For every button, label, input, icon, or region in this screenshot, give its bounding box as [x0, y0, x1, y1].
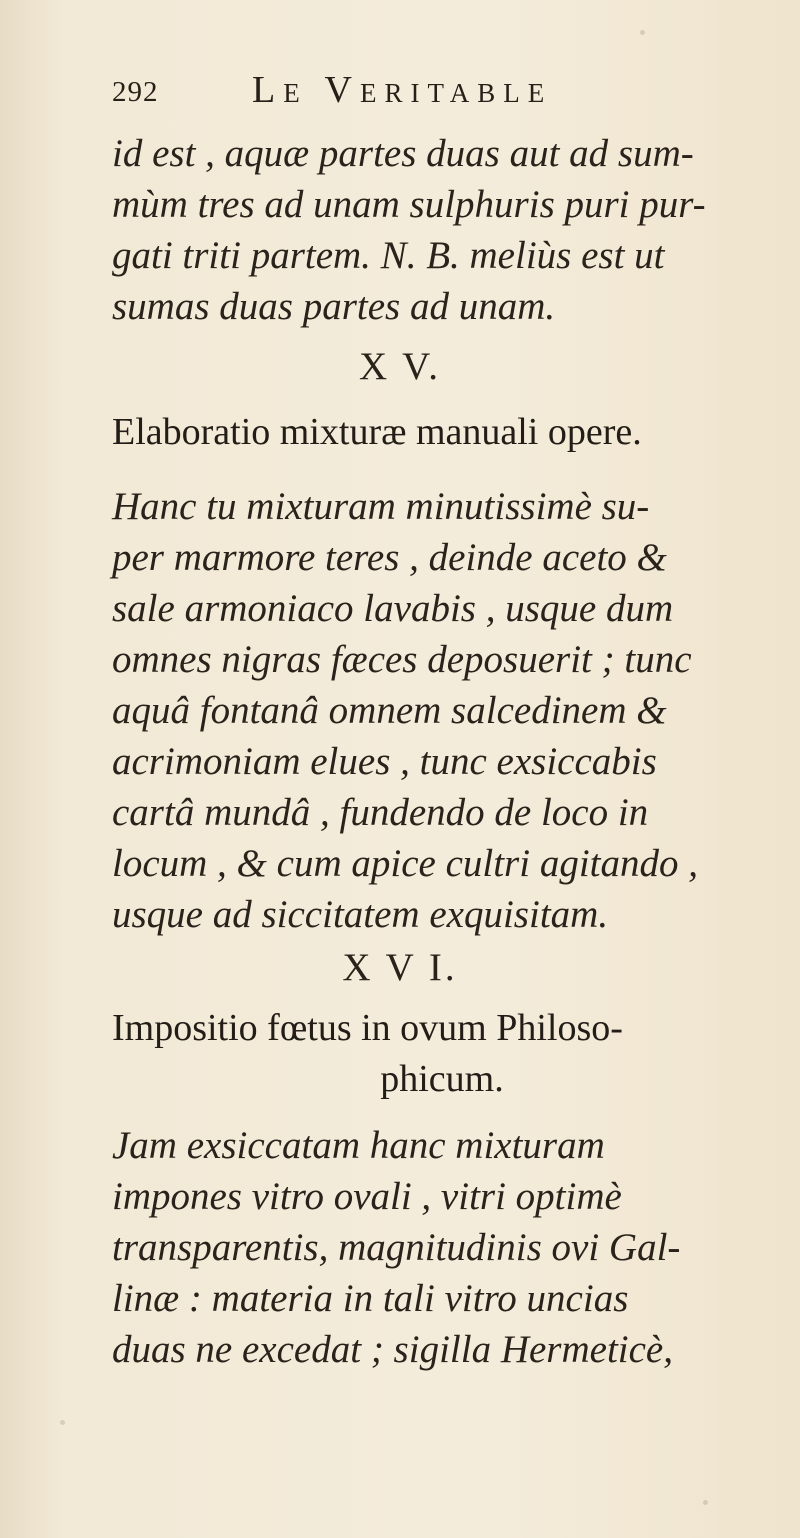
text-line: locum , & cum apice cultri agitando ,: [112, 842, 698, 885]
section-heading: [112, 407, 772, 458]
heading-line: Elaboratio mixturæ manuali opere.: [112, 411, 642, 453]
text-line: transparentis, magnitudinis ovi Gal-: [112, 1226, 681, 1269]
text-line: cartâ mundâ , fundendo de loco in: [112, 791, 649, 834]
text-line: usque ad siccitatem exquisitam.: [112, 893, 609, 936]
text-line: gati triti partem. N. B. meliùs est ut: [112, 234, 665, 277]
paragraph-continuation: [112, 128, 762, 332]
text-line: impones vitro ovali , vitri optimè: [112, 1175, 622, 1218]
page-header: [112, 68, 672, 118]
text-line: id est , aquæ partes duas aut ad sum-: [112, 132, 694, 175]
heading-line: Impositio fœtus in ovum Philoso-: [112, 1007, 623, 1049]
text-line: Hanc tu mixturam minutissimè su-: [112, 485, 650, 528]
paper-blemish: [703, 1500, 708, 1505]
section-number: X V.: [358, 345, 442, 388]
text-line: linæ : materia in tali vitro uncias: [112, 1277, 629, 1320]
running-title: Le Veritable: [252, 69, 553, 111]
section-paragraph: [112, 1120, 762, 1375]
section-heading: [112, 1003, 772, 1105]
text-line: per marmore teres , deinde aceto &: [112, 536, 667, 579]
text-line: sumas duas partes ad unam.: [112, 285, 556, 328]
section-paragraph: [112, 481, 762, 940]
text-line: aquâ fontanâ omnem salcedinem &: [112, 689, 667, 732]
paper-blemish: [640, 30, 645, 35]
text-line: acrimoniam elues , tunc exsiccabis: [112, 740, 657, 783]
text-line: Jam exsiccatam hanc mixturam: [112, 1124, 605, 1167]
section-number: X V I.: [342, 946, 458, 989]
text-line: mùm tres ad unam sulphuris puri pur-: [112, 183, 706, 226]
text-line: omnes nigras fæces deposuerit ; tunc: [112, 638, 692, 681]
page-number: 292: [112, 76, 159, 108]
heading-line: phicum.: [380, 1058, 504, 1100]
text-line: sale armoniaco lavabis , usque dum: [112, 587, 674, 630]
paper-blemish: [60, 1420, 65, 1425]
text-line: duas ne excedat ; sigilla Hermeticè,: [112, 1328, 673, 1371]
